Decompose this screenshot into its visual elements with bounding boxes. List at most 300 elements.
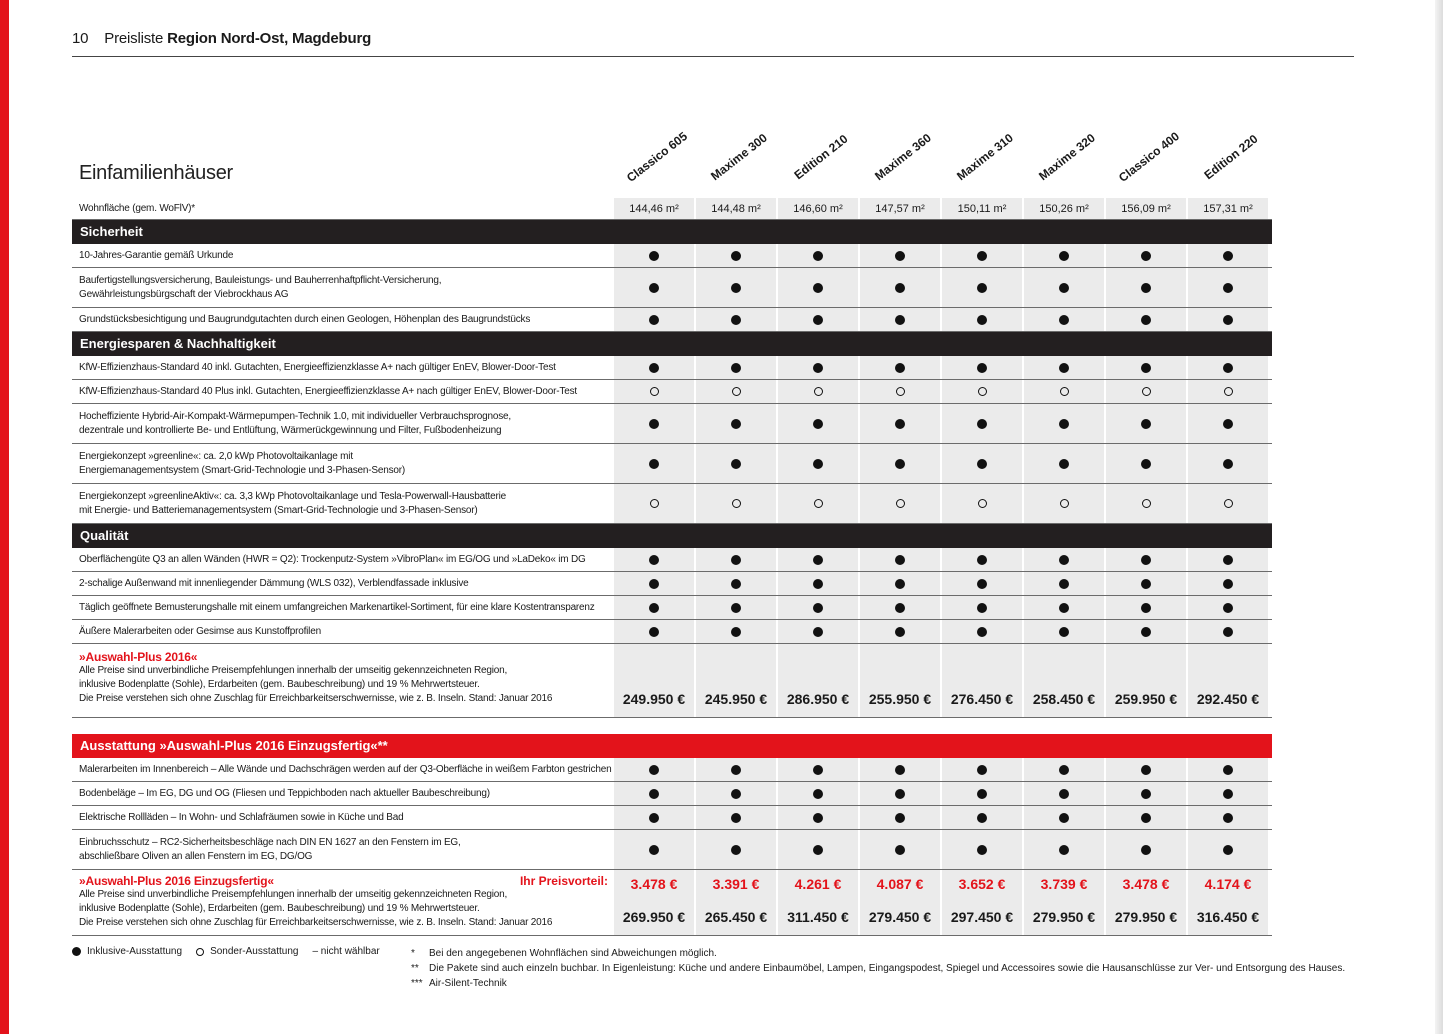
full-dot-icon: [1141, 813, 1151, 823]
footnote-text: Air-Silent-Technik: [429, 978, 507, 989]
table-cell: [696, 244, 776, 267]
price-value: 286.950 €: [786, 691, 850, 707]
row-label: [79, 444, 405, 483]
preisvorteil-value: 3.391 €: [712, 876, 760, 892]
full-dot-icon: [649, 283, 659, 293]
full-dot-icon: [895, 603, 905, 613]
page-number: 10: [72, 30, 89, 47]
full-dot-icon: [977, 789, 987, 799]
legend-sonder: Sonder-Ausstattung: [210, 946, 299, 957]
legend-nicht: – nicht wählbar: [312, 946, 380, 957]
table-cell: [1024, 596, 1104, 619]
full-dot-icon: [731, 765, 741, 775]
table-cell: [1188, 830, 1268, 869]
full-dot-icon: [813, 579, 823, 589]
table-cell: [696, 404, 776, 443]
table-cell: [860, 644, 940, 717]
table-cell: [696, 356, 776, 379]
table-cell: [778, 404, 858, 443]
full-dot-icon: [895, 845, 905, 855]
table-cell: [778, 356, 858, 379]
full-dot-icon: [1141, 603, 1151, 613]
row-label-line: [79, 410, 511, 424]
row-label: [79, 244, 233, 267]
price-value: 316.450 €: [1196, 909, 1260, 925]
table-cell: [1024, 308, 1104, 331]
full-dot-icon: [731, 627, 741, 637]
full-dot-icon: [1141, 789, 1151, 799]
table-cell: [1024, 644, 1104, 717]
feature-row: [72, 444, 1272, 484]
model-header: Classico 605: [624, 129, 690, 185]
table-cell: [778, 644, 858, 717]
full-dot-icon: [813, 789, 823, 799]
empty-circle-icon: [814, 387, 823, 396]
full-dot-icon: [1223, 315, 1233, 325]
footnote: [411, 961, 1345, 976]
table-cell: [942, 644, 1022, 717]
full-dot-icon: [1059, 283, 1069, 293]
label-text: abschließbare Oliven an allen Fenstern im EG, DG/OG: [79, 850, 313, 862]
table-cell: [614, 548, 694, 571]
area-value: 157,31 m²: [1203, 202, 1253, 215]
table-cell: [1024, 548, 1104, 571]
table-cell: [614, 380, 694, 403]
footnote-mark: **: [411, 963, 419, 974]
row-label-line: [79, 787, 490, 801]
footnote-mark: *: [411, 948, 415, 959]
full-dot-icon: [731, 419, 741, 429]
price-note-bold: inklusive Bodenplatte (Sohle), Erdarbeiten (gem. Baubeschreibung) und 19 % Mehrwertsteuer.: [79, 679, 480, 690]
row-label: [79, 484, 506, 523]
table-cell: [1188, 870, 1268, 935]
preisvorteil-label: Ihr Preisvorteil:: [519, 874, 608, 888]
row-label-line: [79, 504, 506, 518]
table-cell: [1188, 484, 1268, 523]
full-dot-icon: [813, 283, 823, 293]
table-cell: [1106, 548, 1186, 571]
price-value: 245.950 €: [704, 691, 768, 707]
table-cell: [1024, 404, 1104, 443]
footnote-text: Die Pakete sind auch einzeln buchbar. In Eigenleistung: Küche und andere Einbaumöbel, Lampen, Eingangspodest, Spiegel und Accessoires sowie die Hausanschlüsse zur Ver- und Entsorgung des Hauses.: [429, 963, 1346, 974]
table-cell: [696, 268, 776, 307]
table-cell: [1106, 356, 1186, 379]
row-label-line: [79, 625, 321, 639]
left-red-bar: [0, 0, 9, 1034]
table-cell: [1188, 356, 1268, 379]
empty-circle-icon: [896, 387, 905, 396]
full-dot-icon: [1223, 813, 1233, 823]
row-label-line: [79, 763, 611, 777]
full-dot-icon: [1141, 555, 1151, 565]
table-cell: [860, 548, 940, 571]
table-cell: [942, 758, 1022, 781]
full-dot-icon: [813, 845, 823, 855]
table-cell: [1188, 620, 1268, 643]
table-cell: [860, 758, 940, 781]
price-title: »Auswahl-Plus 2016«: [79, 650, 198, 664]
full-dot-icon: [977, 579, 987, 589]
feature-row: [72, 782, 1272, 806]
full-dot-icon: [649, 845, 659, 855]
preisvorteil-value: 4.174 €: [1204, 876, 1252, 892]
table-cell: [1106, 572, 1186, 595]
table-cell: [696, 572, 776, 595]
feature-row: [72, 572, 1272, 596]
row-label-line: [79, 464, 405, 478]
header-region: Region Nord-Ost, Magdeburg: [167, 30, 372, 47]
price-row: [72, 870, 1272, 936]
preisvorteil-value: 4.261 €: [794, 876, 842, 892]
table-cell: [778, 484, 858, 523]
full-dot-icon: [813, 627, 823, 637]
footnote-mark: ***: [411, 978, 423, 989]
table-cell: [778, 268, 858, 307]
full-dot-icon: [977, 315, 987, 325]
table-cell: [1106, 806, 1186, 829]
section-header: Qualität: [72, 524, 1272, 548]
full-dot-icon: [895, 363, 905, 373]
row-label: [79, 830, 461, 869]
feature-row: [72, 404, 1272, 444]
header-rule: [72, 56, 1354, 57]
table-cell: [860, 484, 940, 523]
table-cell: [1024, 356, 1104, 379]
label-text: Äußere Malerarbeiten oder Gesimse aus Kunstoffprofilen: [79, 625, 321, 637]
row-label-line: [79, 490, 506, 504]
table-cell: [942, 830, 1022, 869]
full-dot-icon: [1059, 603, 1069, 613]
table-cell: [1106, 308, 1186, 331]
price-stand: Stand: Januar 2016: [468, 693, 553, 704]
model-header: Maxime 320: [1036, 130, 1098, 184]
area-value: 146,60 m²: [793, 202, 843, 215]
table-cell: [614, 806, 694, 829]
area-value: 156,09 m²: [1121, 202, 1171, 215]
empty-circle-icon: [978, 499, 987, 508]
full-dot-icon: [1059, 363, 1069, 373]
full-dot-icon: [977, 627, 987, 637]
price-row: [72, 644, 1272, 718]
section-title: Einfamilienhäuser: [79, 162, 233, 184]
model-header: Maxime 300: [708, 130, 770, 184]
price-title: »Auswahl-Plus 2016 Einzugsfertig«: [79, 874, 274, 888]
table-cell: [1188, 758, 1268, 781]
table-cell: [696, 870, 776, 935]
table-cell: [942, 444, 1022, 483]
table-cell: [614, 830, 694, 869]
row-label-line: [79, 274, 441, 288]
full-dot-icon: [1059, 579, 1069, 589]
empty-circle-icon: [1142, 387, 1151, 396]
table-cell: [1024, 244, 1104, 267]
price-table: [72, 198, 1272, 936]
empty-circle-icon: [732, 387, 741, 396]
header-prefix: Preisliste: [104, 30, 164, 47]
price-value: 249.950 €: [622, 691, 686, 707]
table-cell: [1106, 644, 1186, 717]
full-dot-icon: [813, 419, 823, 429]
table-cell: [1106, 596, 1186, 619]
row-label-line: [79, 553, 586, 567]
price-value: 311.450 €: [787, 909, 849, 925]
empty-circle-icon: [196, 948, 204, 956]
full-dot-icon: [1141, 459, 1151, 469]
table-cell: [1106, 244, 1186, 267]
full-dot-icon: [895, 283, 905, 293]
table-cell: [942, 244, 1022, 267]
table-cell: [614, 356, 694, 379]
table-cell: [614, 404, 694, 443]
table-cell: [614, 870, 694, 935]
preisvorteil-value: 3.478 €: [1122, 876, 1170, 892]
full-dot-icon: [1059, 845, 1069, 855]
table-cell: [1106, 198, 1186, 219]
table-cell: [696, 830, 776, 869]
table-cell: [1106, 404, 1186, 443]
row-label-line: [79, 836, 461, 850]
full-dot-icon: [1141, 627, 1151, 637]
full-dot-icon: [813, 813, 823, 823]
table-cell: [1024, 198, 1104, 219]
label-text: Malerarbeiten im Innenbereich – Alle Wände und Dachschrägen werden auf der Q3-Oberfläche in weißem Farbton gestrichen: [79, 763, 612, 775]
full-dot-icon: [1059, 251, 1069, 261]
price-note: Alle Preise sind unverbindliche Preisempfehlungen innerhalb der umseitig gekennzeichneten Region,: [79, 889, 508, 900]
price-value: 259.950 €: [1114, 691, 1178, 707]
feature-row: [72, 380, 1272, 404]
full-dot-icon: [895, 765, 905, 775]
table-cell: [860, 596, 940, 619]
row-label: [79, 650, 552, 706]
table-cell: [860, 244, 940, 267]
table-cell: [860, 380, 940, 403]
empty-circle-icon: [978, 387, 987, 396]
full-dot-icon: [731, 579, 741, 589]
table-cell: [942, 548, 1022, 571]
full-dot-icon: [731, 363, 741, 373]
spacer: [72, 718, 1272, 734]
label-text: Grundstücksbesichtigung und Baugrundgutachten durch einen Geologen, Höhenplan des Baugrundstücks: [79, 313, 531, 325]
area-value: 144,46 m²: [629, 202, 679, 215]
table-cell: [614, 758, 694, 781]
label-text: mit Energie- und Batteriemanagementsystem (Smart-Grid-Technologie und 3-Phasen-Sensor): [79, 504, 478, 516]
table-cell: [614, 444, 694, 483]
full-dot-icon: [813, 555, 823, 565]
empty-circle-icon: [1142, 499, 1151, 508]
full-dot-icon: [1141, 765, 1151, 775]
full-dot-icon: [895, 789, 905, 799]
full-dot-icon: [649, 459, 659, 469]
price-value: 279.950 €: [1114, 909, 1178, 925]
full-dot-icon: [977, 419, 987, 429]
row-label: [79, 404, 511, 443]
row-label: [79, 620, 321, 643]
feature-row: [72, 830, 1272, 870]
table-cell: [1024, 806, 1104, 829]
full-dot-icon: [977, 363, 987, 373]
row-label-line: [79, 249, 233, 263]
full-dot-icon: [1059, 555, 1069, 565]
row-label: [79, 758, 611, 781]
full-dot-icon: [895, 419, 905, 429]
full-dot-icon: [1223, 459, 1233, 469]
full-dot-icon: [1059, 813, 1069, 823]
footnotes: [411, 946, 1345, 991]
table-cell: [778, 572, 858, 595]
full-dot-icon: [649, 555, 659, 565]
model-header: Maxime 360: [872, 130, 934, 184]
row-label-line: [79, 313, 530, 327]
empty-circle-icon: [1224, 387, 1233, 396]
full-dot-icon: [895, 315, 905, 325]
table-cell: [860, 308, 940, 331]
label-text: dezentrale und kontrollierte Be- und Entlüftung, Wärmerückgewinnung und Filter, Fußbodenheizung: [79, 424, 502, 436]
table-cell: [860, 806, 940, 829]
table-cell: [942, 198, 1022, 219]
empty-circle-icon: [732, 499, 741, 508]
row-label-line: [79, 450, 405, 464]
table-cell: [860, 444, 940, 483]
table-cell: [1188, 308, 1268, 331]
full-dot-icon: [731, 845, 741, 855]
price-value: 279.950 €: [1032, 909, 1096, 925]
full-dot-icon: [731, 283, 741, 293]
label-text: Gewährleistungsbürgschaft der Viebrockhaus AG: [79, 288, 289, 300]
table-cell: [614, 244, 694, 267]
full-dot-icon: [1059, 765, 1069, 775]
table-cell: [1188, 548, 1268, 571]
full-dot-icon: [1059, 459, 1069, 469]
table-cell: [860, 198, 940, 219]
empty-circle-icon: [1060, 387, 1069, 396]
full-dot-icon: [1141, 315, 1151, 325]
full-dot-icon: [1223, 251, 1233, 261]
table-cell: [614, 572, 694, 595]
label-text: Baufertigstellungsversicherung, Bauleistungs- und Bauherrenhaftpflicht-Versicherung,: [79, 274, 442, 286]
legend: [72, 946, 386, 957]
full-dot-icon: [731, 813, 741, 823]
table-cell: [1188, 782, 1268, 805]
full-dot-icon: [1141, 419, 1151, 429]
full-dot-icon: [649, 579, 659, 589]
full-dot-icon: [895, 555, 905, 565]
table-cell: [942, 308, 1022, 331]
row-label-line: [79, 424, 511, 438]
row-label: [79, 268, 441, 307]
full-dot-icon: [1223, 579, 1233, 589]
row-label: [79, 806, 404, 829]
full-dot-icon: [813, 765, 823, 775]
table-cell: [942, 596, 1022, 619]
price-note: [79, 692, 552, 706]
footnote: [411, 946, 1345, 961]
table-cell: [778, 782, 858, 805]
full-dot-icon: [1141, 845, 1151, 855]
table-cell: [696, 444, 776, 483]
area-value: 144,48 m²: [711, 202, 761, 215]
label-text: Energiekonzept »greenline«:: [79, 450, 204, 462]
empty-circle-icon: [814, 499, 823, 508]
table-cell: [1024, 380, 1104, 403]
footnote-text: Bei den angegebenen Wohnflächen sind Abweichungen möglich.: [429, 948, 717, 959]
table-cell: [1106, 758, 1186, 781]
price-value: 269.950 €: [622, 909, 686, 925]
full-dot-icon: [977, 459, 987, 469]
full-dot-icon: [1141, 251, 1151, 261]
feature-row: [72, 268, 1272, 308]
table-cell: [1024, 870, 1104, 935]
full-dot-icon: [1141, 579, 1151, 589]
price-note: Die Preise verstehen sich ohne Zuschlag für Erreichbarkeitserschwernisse, wie z. B. Inseln.: [79, 917, 469, 928]
price-note: [79, 916, 552, 930]
table-cell: [1106, 830, 1186, 869]
row-label: [79, 198, 195, 219]
table-cell: [696, 620, 776, 643]
price-value: 297.450 €: [950, 909, 1014, 925]
table-cell: [1188, 244, 1268, 267]
page-edge: [1435, 0, 1443, 1034]
table-cell: [696, 380, 776, 403]
full-dot-icon: [731, 603, 741, 613]
full-dot-icon: [895, 459, 905, 469]
area-value: 147,57 m²: [875, 202, 925, 215]
table-cell: [696, 308, 776, 331]
full-dot-icon: [813, 459, 823, 469]
table-cell: [942, 620, 1022, 643]
table-cell: [942, 484, 1022, 523]
row-label: [79, 548, 586, 571]
table-cell: [1188, 268, 1268, 307]
section-header: Sicherheit: [72, 220, 1272, 244]
bold-text: KfW-Effizienzhaus-Standard 40: [79, 361, 213, 373]
table-cell: [1188, 806, 1268, 829]
full-dot-icon: [895, 579, 905, 589]
table-cell: [614, 484, 694, 523]
row-label-line: [79, 601, 595, 615]
bold-text: ca. 2,0 kWp Photovoltaikanlage: [203, 450, 338, 462]
row-label: [79, 308, 530, 331]
price-value: 265.450 €: [704, 909, 768, 925]
table-cell: [1106, 484, 1186, 523]
full-dot-icon: [977, 813, 987, 823]
model-header: Classico 400: [1116, 129, 1182, 185]
full-dot-icon: [731, 251, 741, 261]
price-note-bold: inklusive Bodenplatte (Sohle), Erdarbeiten (gem. Baubeschreibung) und 19 % Mehrwertsteuer.: [79, 903, 480, 914]
empty-circle-icon: [650, 499, 659, 508]
full-dot-icon: [649, 813, 659, 823]
full-dot-icon: [649, 363, 659, 373]
table-cell: [1024, 484, 1104, 523]
table-cell: [1106, 380, 1186, 403]
label-text: « im EG/OG und »: [438, 553, 518, 565]
table-cell: [1106, 620, 1186, 643]
label-text: an allen Wänden (HWR = Q2): Trockenputz-System »: [165, 553, 397, 565]
bold-text: ca. 3,3 kWp Photovoltaikanlage und Tesla-Powerwall-Hausbatterie: [224, 490, 506, 502]
full-dot-icon: [977, 845, 987, 855]
table-cell: [696, 548, 776, 571]
label-text: 10-Jahres-Garantie gemäß Urkunde: [79, 249, 234, 261]
table-cell: [860, 782, 940, 805]
bold-text: Oberflächengüte Q3: [79, 553, 166, 565]
area-label: Wohnfläche (gem. WoFlV)*: [79, 202, 195, 214]
table-cell: [614, 644, 694, 717]
full-dot-icon: [813, 251, 823, 261]
area-value: 150,26 m²: [1039, 202, 1089, 215]
full-dot-icon: [895, 251, 905, 261]
full-dot-icon: [895, 813, 905, 823]
full-dot-icon: [1141, 283, 1151, 293]
full-dot-icon: [649, 315, 659, 325]
